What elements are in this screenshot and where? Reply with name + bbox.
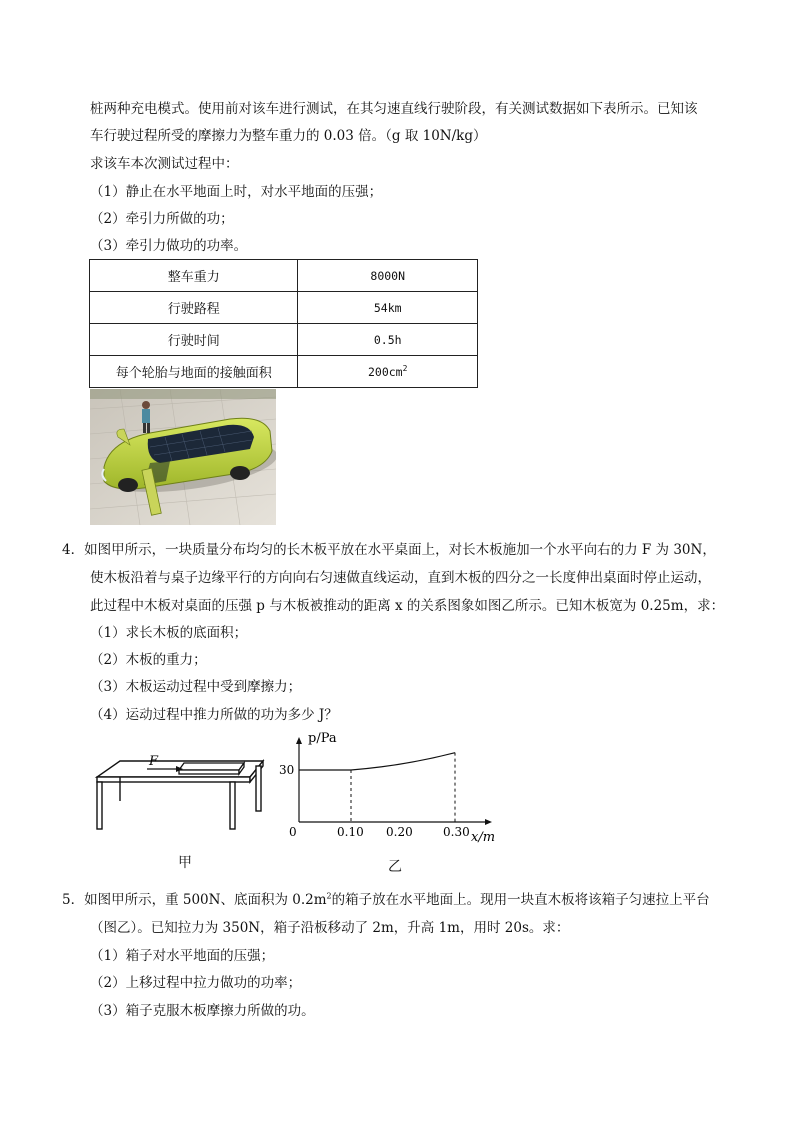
test-data-table	[89, 259, 478, 388]
x-tick-label: 0.30	[443, 825, 470, 839]
superscript: 2	[402, 364, 408, 374]
q4-sub-3: （3）木板运动过程中受到摩擦力；	[90, 679, 302, 695]
origin-label: 0	[289, 825, 297, 839]
y-axis-label: p/Pa	[308, 731, 337, 746]
q3-intro-line1: 桩两种充电模式。使用前对该车进行测试，在其匀速直线行驶阶段，有关测试数据如下表所示。已知该	[90, 101, 698, 117]
x-axis-arrow-icon	[485, 819, 492, 825]
q5-sub-2: （2）上移过程中拉力做功的功率；	[90, 975, 302, 991]
figure-b-caption: 乙	[388, 859, 402, 875]
table-row	[90, 324, 478, 356]
table-value	[298, 356, 478, 388]
figure-a-caption: 甲	[178, 855, 192, 871]
table-leg	[97, 782, 102, 829]
y-tick-label: 30	[279, 763, 295, 777]
q4-sub-4: （4）运动过程中推力所做的功为多少 J？	[90, 707, 338, 723]
q5-line1-a: 5．如图甲所示，重 500N、底面积为 0.2m	[62, 892, 327, 908]
table-key: 每个轮胎与地面的接触面积	[90, 356, 298, 388]
q5-line1-b: 的箱子放在水平地面上。现用一块直木板将该箱子匀速拉上平台	[331, 892, 710, 908]
q5-line1	[62, 888, 710, 908]
q4-line3: 此过程中木板对桌面的压强 p 与木板被推动的距离 x 的关系图象如图乙所示。已知木板宽为 0.25m，求：	[90, 598, 725, 614]
table-key: 行驶时间	[90, 324, 298, 356]
table-key: 整车重力	[90, 260, 298, 292]
q3-intro-line2: 车行驶过程所受的摩擦力为整车重力的 0.03 倍。（g 取 10N/kg）	[90, 128, 487, 144]
pressure-distance-chart	[275, 726, 505, 851]
board	[179, 763, 244, 770]
q3-ask: 求该车本次测试过程中：	[90, 156, 239, 172]
table-row	[90, 356, 478, 388]
q3-sub-1: （1）静止在水平地面上时，对水平地面的压强；	[90, 184, 383, 200]
q4-line1: 4．如图甲所示，一块质量分布均匀的长木板平放在水平桌面上，对长木板施加一个水平向右的力 F 为 30N，	[62, 542, 716, 558]
force-label: F	[149, 755, 159, 769]
solar-car-photo	[90, 389, 276, 525]
x-axis-label: x/m	[471, 830, 496, 845]
figure-table-board	[92, 755, 267, 840]
q4-line2: 使木板沿着与桌子边缘平行的方向向右匀速做直线运动，直到木板的四分之一长度伸出桌面时停止运动，	[90, 570, 711, 586]
q4-sub-2: （2）木板的重力；	[90, 652, 207, 668]
q3-sub-2: （2）牵引力所做的功；	[90, 211, 234, 227]
table-value: 8000N	[298, 260, 478, 292]
table-leg	[230, 782, 235, 829]
series-line	[351, 753, 455, 770]
table-leg	[256, 766, 261, 811]
x-tick-label: 0.10	[337, 825, 364, 839]
superscript: 2	[326, 891, 332, 901]
q5-sub-3: （3）箱子克服木板摩擦力所做的功。	[90, 1003, 315, 1019]
y-axis-arrow-icon	[296, 737, 302, 744]
q3-sub-3: （3）牵引力做功的功率。	[90, 238, 248, 254]
table-value: 0.5h	[298, 324, 478, 356]
q4-sub-1: （1）求长木板的底面积；	[90, 625, 248, 641]
table-key: 行驶路程	[90, 292, 298, 324]
q5-sub-1: （1）箱子对水平地面的压强；	[90, 948, 275, 964]
x-tick-label: 0.20	[386, 825, 413, 839]
table-value-text: 200cm	[367, 364, 403, 379]
table-row	[90, 292, 478, 324]
table-value: 54km	[298, 292, 478, 324]
table-row	[90, 260, 478, 292]
q5-line2: （图乙）。已知拉力为 350N，箱子沿板移动了 2m，升高 1m，用时 20s。求：	[90, 920, 570, 936]
